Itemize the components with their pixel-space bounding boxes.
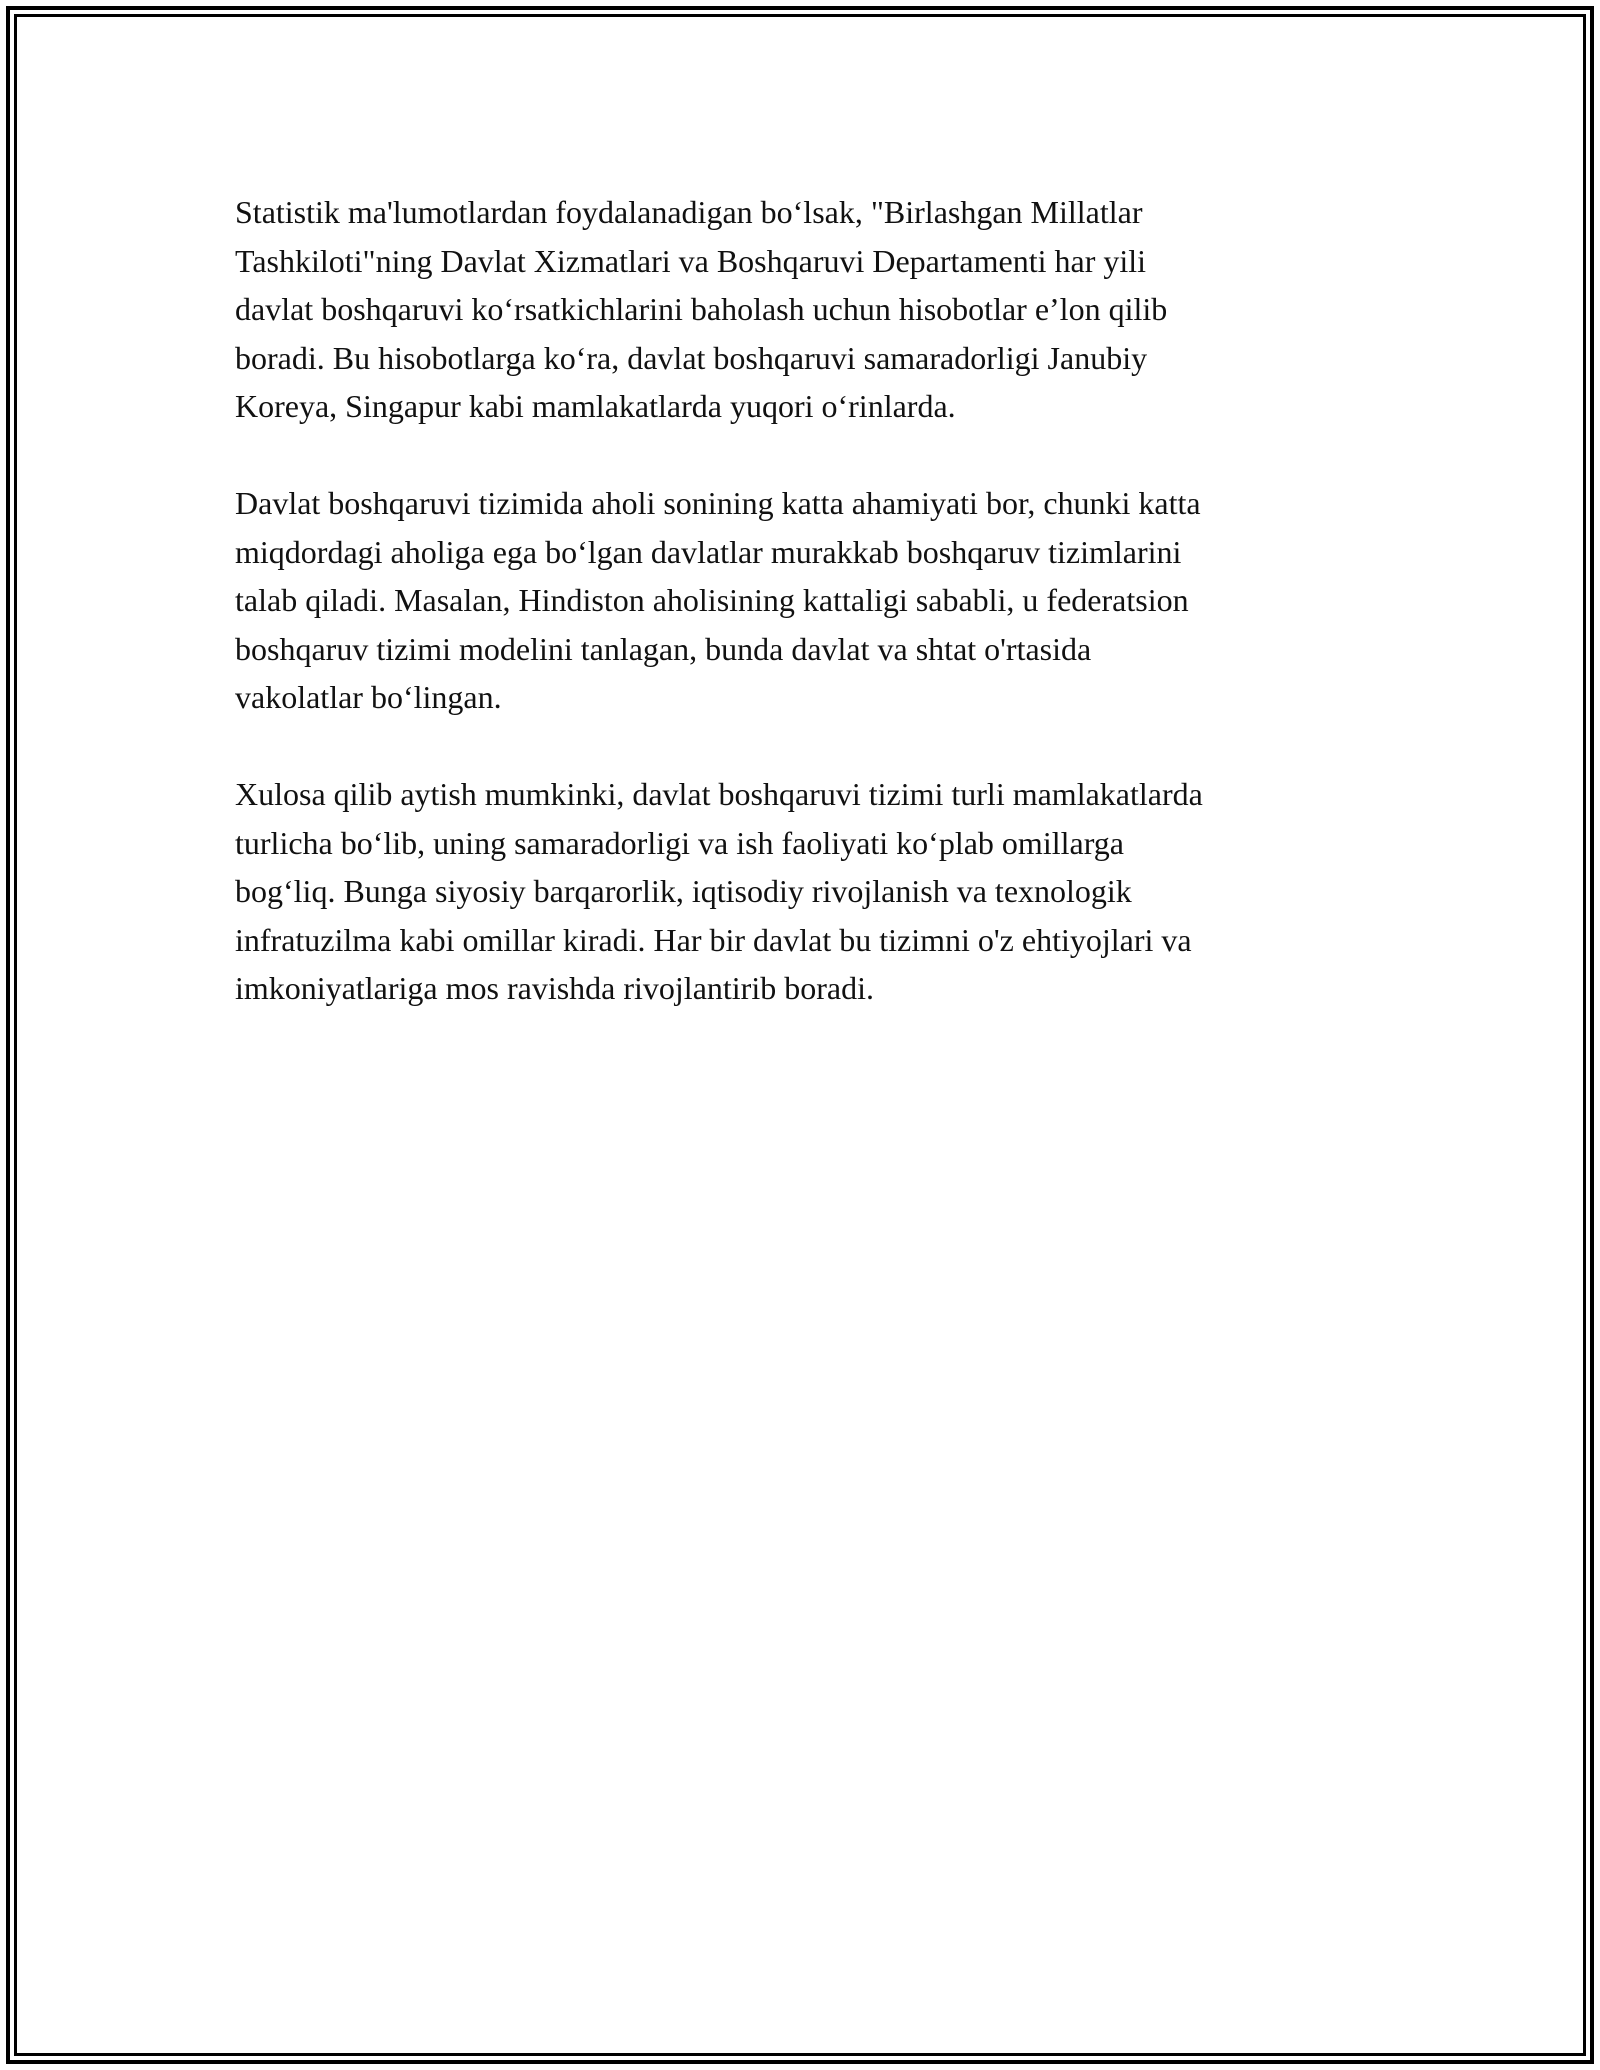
document-body [235,188,1375,1061]
paragraph-statistics: Statistik ma'lumotlardan foydalanadigan bo‘lsak, "Birlashgan Millatlar Tashkiloti"ning Davlat Xizmatlari va Boshqaruvi Departamenti har yili davlat boshqaruvi ko‘rsatkichlarini baholash uchun hisobotlar e’lon qilib boradi. Bu hisobotlarga ko‘ra, davlat boshqaruvi samaradorligi Janubiy Koreya, Singapur kabi mamlakatlarda yuqori o‘rinlarda. [235,194,1168,424]
paragraph-population: Davlat boshqaruvi tizimida aholi sonining katta ahamiyati bor, chunki katta miqdordagi aholiga ega bo‘lgan davlatlar murakkab boshqaruv tizimlarini talab qiladi. Masalan, Hindiston aholisining kattaligi sababli, u federatsion boshqaruv tizimi modelini tanlagan, bunda davlat va shtat o'rtasida vakolatlar bo‘lingan. [235,485,1201,715]
paragraph-conclusion: Xulosa qilib aytish mumkinki, davlat boshqaruvi tizimi turli mamlakatlarda turlicha bo‘lib, uning samaradorligi va ish faoliyati ko‘plab omillarga bog‘liq. Bunga siyosiy barqarorlik, iqtisodiy rivojlanish va texnologik infratuzilma kabi omillar kiradi. Har bir davlat bu tizimni o'z ehtiyojlari va imkoniyatlariga mos ravishda rivojlantirib boradi. [235,776,1203,1006]
